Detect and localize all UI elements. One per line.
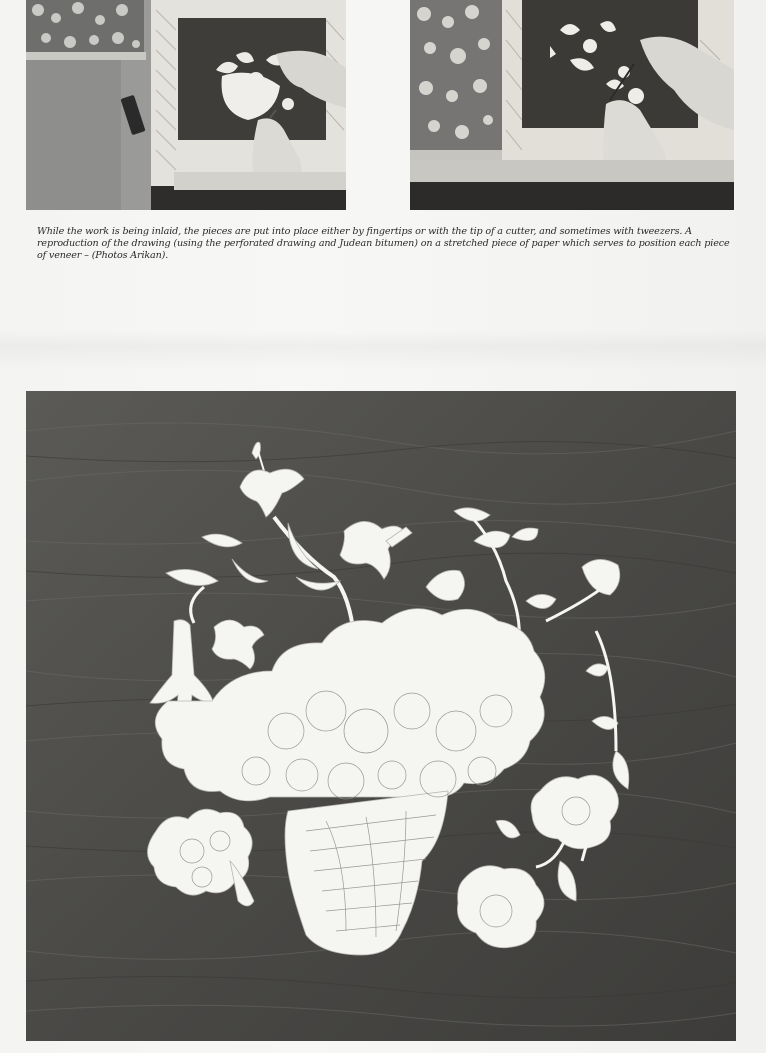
inlay-work-tweezers-illustration	[410, 0, 734, 210]
page-bleed-through	[0, 330, 766, 370]
flower-basket-marquetry-illustration	[26, 391, 736, 1041]
flower-basket-marquetry-photo	[26, 391, 736, 1041]
inlay-work-hands-illustration	[26, 0, 346, 210]
photo-caption: While the work is being inlaid, the pieces are put into place either by fingertips or with the tip of a cutter, and sometimes with tweezers. A reproduction of the drawing (using the perforated drawing and Judean bitumen) on a stretched piece of paper which serves to position each piece of veneer – (Photos Arikan).	[37, 226, 730, 261]
inlay-work-hands-photo	[26, 0, 346, 210]
inlay-work-tweezers-photo	[410, 0, 734, 210]
